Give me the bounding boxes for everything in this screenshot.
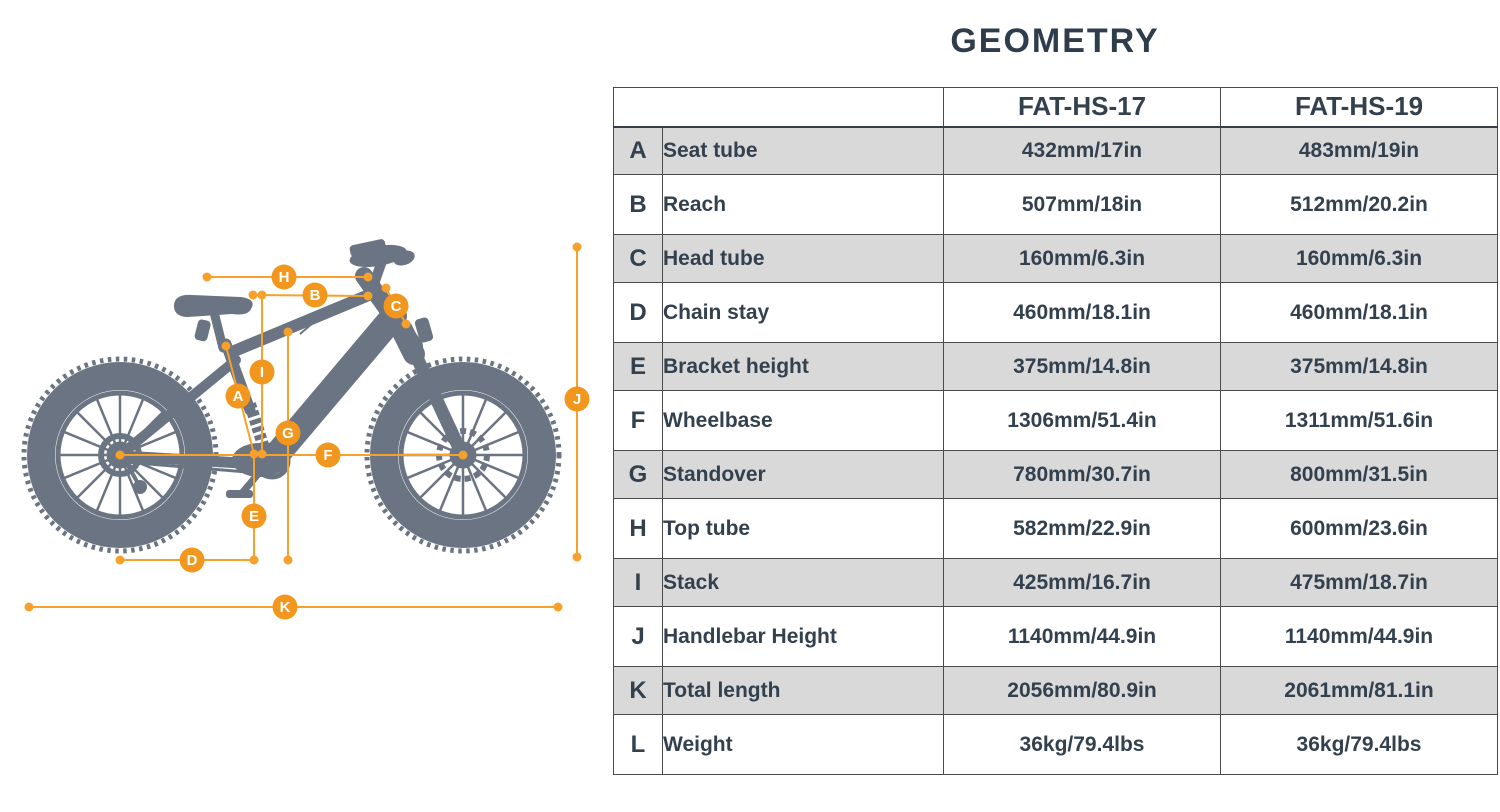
row-value-19: 475mm/18.7in: [1221, 559, 1498, 607]
row-value-19: 2061mm/81.1in: [1221, 667, 1498, 715]
row-value-17: 2056mm/80.9in: [944, 667, 1221, 715]
callout-i: [250, 360, 275, 385]
row-value-17: 507mm/18in: [944, 175, 1221, 235]
header-fat-hs-19: FAT-HS-19: [1221, 88, 1498, 127]
callout-letter-f: F: [323, 447, 333, 464]
row-value-19: 1311mm/51.6in: [1221, 391, 1498, 451]
callout-letter-d: D: [186, 552, 198, 569]
table-row: [614, 235, 1498, 283]
callout-d: [180, 548, 205, 573]
table-header-row: [614, 88, 1498, 127]
saddle: [174, 295, 253, 317]
pedal: [226, 490, 253, 498]
seat-post: [214, 312, 223, 348]
row-label: Chain stay: [663, 283, 944, 343]
table-row: [614, 175, 1498, 235]
row-letter: B: [614, 175, 663, 235]
row-label: Stack: [663, 559, 944, 607]
row-value-19: 512mm/20.2in: [1221, 175, 1498, 235]
row-letter: I: [614, 559, 663, 607]
callout-j: [565, 387, 590, 412]
callout-c: [384, 294, 409, 319]
callout-letter-i: I: [259, 364, 265, 381]
row-value-17: 582mm/22.9in: [944, 499, 1221, 559]
row-label: Standover: [663, 451, 944, 499]
row-label: Wheelbase: [663, 391, 944, 451]
row-letter: K: [614, 667, 663, 715]
row-value-19: 460mm/18.1in: [1221, 283, 1498, 343]
table-row: [614, 451, 1498, 499]
table-row: [614, 391, 1498, 451]
row-value-19: 800mm/31.5in: [1221, 451, 1498, 499]
row-letter: J: [614, 607, 663, 667]
row-value-19: 36kg/79.4lbs: [1221, 715, 1498, 775]
row-value-17: 780mm/30.7in: [944, 451, 1221, 499]
row-label: Seat tube: [663, 127, 944, 175]
callout-letter-b: B: [309, 287, 321, 304]
row-label: Weight: [663, 715, 944, 775]
table-row: [614, 127, 1498, 175]
row-label: Reach: [663, 175, 944, 235]
row-letter: A: [614, 127, 663, 175]
row-value-17: 160mm/6.3in: [944, 235, 1221, 283]
row-value-17: 36kg/79.4lbs: [944, 715, 1221, 775]
callout-letter-k: K: [279, 599, 291, 616]
row-value-17: 1140mm/44.9in: [944, 607, 1221, 667]
row-value-17: 425mm/16.7in: [944, 559, 1221, 607]
row-letter: D: [614, 283, 663, 343]
callout-g: [276, 421, 301, 446]
table-row: [614, 283, 1498, 343]
page-title: GEOMETRY: [950, 22, 1160, 60]
header-empty-cell: [614, 88, 944, 127]
row-value-17: 460mm/18.1in: [944, 283, 1221, 343]
row-letter: G: [614, 451, 663, 499]
callout-a: [226, 384, 251, 409]
table-row: [614, 607, 1498, 667]
callout-letter-j: J: [572, 391, 582, 408]
table-row: [614, 559, 1498, 607]
table-row: [614, 343, 1498, 391]
rear-light: [194, 319, 212, 343]
row-letter: C: [614, 235, 663, 283]
row-value-17: 1306mm/51.4in: [944, 391, 1221, 451]
bike-diagram-svg: [0, 0, 612, 812]
row-label: Total length: [663, 667, 944, 715]
callout-letter-c: C: [390, 298, 402, 315]
callout-e: [242, 504, 267, 529]
callout-letter-h: H: [278, 269, 290, 286]
row-value-19: 160mm/6.3in: [1221, 235, 1498, 283]
callout-h: [272, 265, 297, 290]
table-row: [614, 667, 1498, 715]
row-value-19: 375mm/14.8in: [1221, 343, 1498, 391]
callout-k: [273, 595, 298, 620]
row-letter: L: [614, 715, 663, 775]
bike-geometry-diagram: [0, 0, 612, 812]
callout-b: [303, 283, 328, 308]
geometry-table: [613, 87, 1498, 775]
row-label: Head tube: [663, 235, 944, 283]
callout-letter-e: E: [248, 508, 260, 525]
callout-f: [316, 443, 341, 468]
row-value-19: 600mm/23.6in: [1221, 499, 1498, 559]
row-label: Handlebar Height: [663, 607, 944, 667]
row-label: Bracket height: [663, 343, 944, 391]
row-label: Top tube: [663, 499, 944, 559]
table-row: [614, 715, 1498, 775]
row-letter: F: [614, 391, 663, 451]
row-letter: H: [614, 499, 663, 559]
row-value-17: 375mm/14.8in: [944, 343, 1221, 391]
row-value-17: 432mm/17in: [944, 127, 1221, 175]
row-value-19: 483mm/19in: [1221, 127, 1498, 175]
callout-letter-a: A: [232, 388, 244, 405]
table-row: [614, 499, 1498, 559]
callout-letter-g: G: [282, 425, 294, 442]
header-fat-hs-17: FAT-HS-17: [944, 88, 1221, 127]
row-letter: E: [614, 343, 663, 391]
row-value-19: 1140mm/44.9in: [1221, 607, 1498, 667]
